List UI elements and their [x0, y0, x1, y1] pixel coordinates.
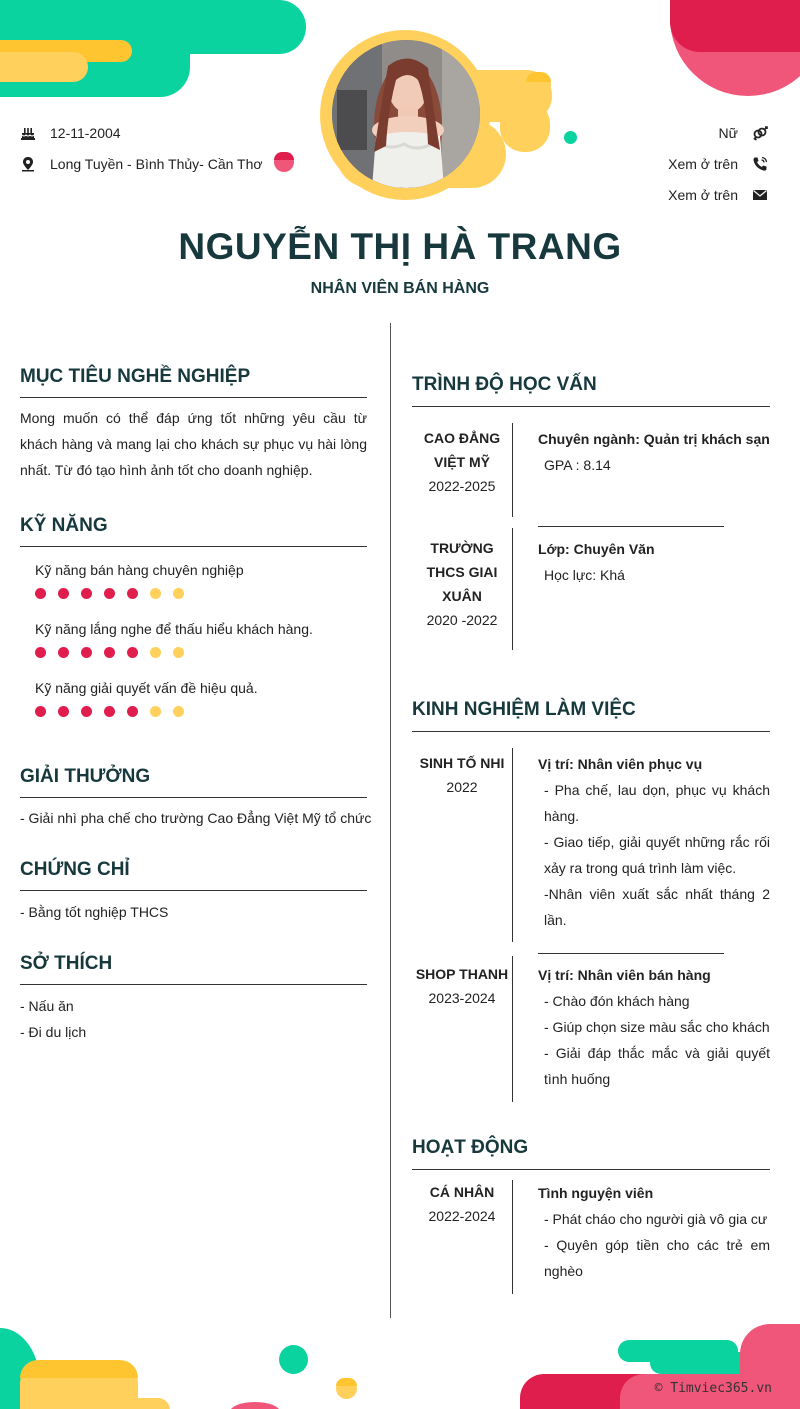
skill-label: Kỹ năng giải quyết vấn đề hiệu quả. — [35, 680, 258, 696]
skill-rating — [35, 706, 184, 717]
certificate-item: - Bằng tốt nghiệp THCS — [20, 904, 169, 920]
skill-rating — [35, 647, 184, 658]
job-title: NHÂN VIÊN BÁN HÀNG — [310, 280, 490, 297]
experience-period: 2022 — [446, 779, 478, 795]
rating-dot-filled — [35, 647, 46, 658]
email-text: Xem ở trên — [668, 187, 738, 203]
rating-dot-filled — [35, 706, 46, 717]
rating-dot-filled — [104, 647, 115, 658]
award-item: - Giải nhì pha chế cho trường Cao Đẳng Việt Mỹ tổ chức — [20, 810, 372, 826]
hobby-item: - Nấu ăn — [20, 998, 74, 1014]
divider — [20, 984, 367, 985]
entry-separator — [538, 953, 724, 954]
rating-dot-filled — [35, 588, 46, 599]
education-org: TRƯỜNG THCS GIAI XUÂN 2020 -2022 — [426, 540, 498, 628]
activity-org: CÁ NHÂN 2022-2024 — [428, 1184, 496, 1224]
entry-divider — [512, 1180, 513, 1294]
objective-title: MỤC TIÊU NGHỀ NGHIỆP — [20, 366, 251, 387]
rating-dot-filled — [58, 647, 69, 658]
experience-org: SINH TỐ NHI 2022 — [419, 755, 505, 795]
location-pin-icon — [20, 156, 36, 172]
experience-org: SHOP THANH 2023-2024 — [415, 966, 509, 1006]
watermark: © Timviec365.vn — [654, 1381, 772, 1396]
education-details: Lớp: Chuyên Văn Học lực: Khá — [538, 541, 655, 583]
envelope-icon — [752, 187, 768, 203]
phone-row — [668, 156, 768, 172]
divider — [412, 406, 770, 407]
entry-separator — [538, 526, 724, 527]
hobby-item: - Đi du lịch — [20, 1024, 87, 1040]
divider — [412, 1169, 770, 1170]
divider — [20, 890, 367, 891]
rating-dot-filled — [104, 588, 115, 599]
education-title: TRÌNH ĐỘ HỌC VẤN — [412, 374, 597, 395]
entry-divider — [512, 748, 513, 942]
awards-title: GIẢI THƯỞNG — [20, 766, 151, 787]
rating-dot-empty — [150, 706, 161, 717]
activity-period: 2022-2024 — [428, 1208, 496, 1224]
rating-dot-filled — [127, 588, 138, 599]
rating-dot-filled — [58, 706, 69, 717]
experience-period: 2023-2024 — [428, 990, 496, 1006]
gender-row — [719, 125, 768, 141]
rating-dot-filled — [58, 588, 69, 599]
education-org: CAO ĐẲNG VIỆT MỸ 2022-2025 — [423, 430, 501, 494]
divider — [20, 546, 367, 547]
divider — [20, 797, 367, 798]
rating-dot-filled — [81, 588, 92, 599]
certificates-title: CHỨNG CHỈ — [20, 859, 130, 880]
birthday-text: 12-11-2004 — [50, 125, 121, 141]
activity-details: Tình nguyện viên - Phát cháo cho người già vô gia cư - Quyên góp tiền cho các trẻ em nghèo — [538, 1185, 770, 1279]
phone-text: Xem ở trên — [668, 156, 738, 172]
rating-dot-empty — [150, 588, 161, 599]
education-period: 2022-2025 — [428, 478, 496, 494]
skill-label: Kỹ năng bán hàng chuyên nghiệp — [35, 562, 244, 578]
experience-title: KINH NGHIỆM LÀM VIỆC — [412, 699, 636, 720]
gender-icon — [752, 125, 768, 141]
rating-dot-empty — [173, 706, 184, 717]
hobbies-title: SỞ THÍCH — [20, 953, 113, 974]
skill-rating — [35, 588, 184, 599]
experience-details: Vị trí: Nhân viên bán hàng - Chào đón khách hàng - Giúp chọn size màu sắc cho khách - Giải đáp thắc mắc và giải quyết tình huống — [538, 967, 770, 1087]
entry-divider — [512, 423, 513, 517]
birthday-row — [20, 125, 121, 141]
email-row — [668, 187, 768, 203]
entry-divider — [512, 956, 513, 1102]
cake-icon — [20, 125, 36, 141]
rating-dot-empty — [173, 588, 184, 599]
education-period: 2020 -2022 — [426, 612, 498, 628]
divider — [20, 397, 367, 398]
education-details: Chuyên ngành: Quản trị khách sạn GPA : 8.14 — [538, 431, 770, 473]
rating-dot-filled — [127, 706, 138, 717]
entry-divider — [512, 528, 513, 650]
objective-text: Mong muốn có thể đáp ứng tốt những yêu cầu từ khách hàng và mang lại cho khách sự phục vụ hài lòng nhất. Từ đó tạo hình ảnh tốt cho doanh nghiệp. — [20, 410, 367, 478]
address-text: Long Tuyền - Bình Thủy- Cần Thơ — [50, 156, 263, 172]
rating-dot-filled — [81, 647, 92, 658]
rating-dot-empty — [150, 647, 161, 658]
rating-dot-empty — [173, 647, 184, 658]
experience-details: Vị trí: Nhân viên phục vụ - Pha chế, lau dọn, phục vụ khách hàng. - Giao tiếp, giải quyết những rắc rối xảy ra trong quá trình làm việc. -Nhân viên xuất sắc nhất tháng 2 lần. — [538, 756, 770, 928]
skills-title: KỸ NĂNG — [20, 515, 108, 536]
gender-text: Nữ — [718, 125, 738, 141]
skill-label: Kỹ năng lắng nghe để thấu hiểu khách hàng. — [35, 621, 313, 637]
rating-dot-filled — [104, 706, 115, 717]
full-name: NGUYỄN THỊ HÀ TRANG — [178, 226, 622, 267]
activities-title: HOẠT ĐỘNG — [412, 1137, 529, 1158]
rating-dot-filled — [127, 647, 138, 658]
avatar-photo — [332, 40, 480, 188]
divider — [412, 731, 770, 732]
column-divider — [390, 323, 391, 1318]
rating-dot-filled — [81, 706, 92, 717]
phone-icon — [752, 156, 768, 172]
address-row — [20, 156, 263, 172]
